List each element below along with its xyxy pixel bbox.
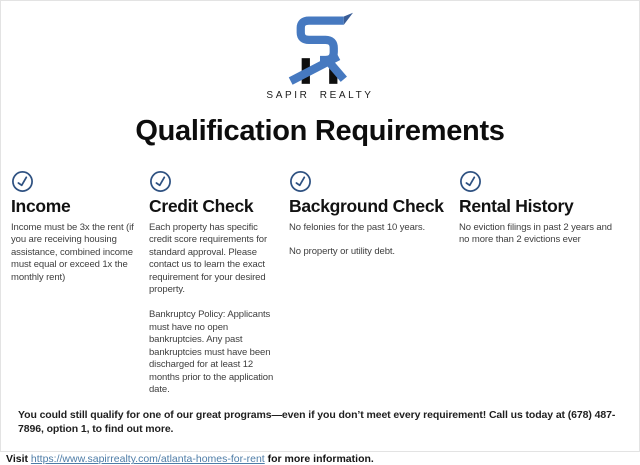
website-link[interactable]: https://www.sapirrealty.com/atlanta-homes-for-rent [30, 453, 265, 465]
requirement-text: Each property has specific credit score requirements for standard approval. Please contact us to learn the exact requirement for your desired property. [149, 221, 268, 296]
check-circle-icon [149, 170, 172, 193]
check-circle-icon [11, 170, 34, 193]
requirement-text: No property or utility debt. [289, 246, 395, 258]
brand-name: SAPIR REALTY [266, 90, 374, 101]
qualify-note: You could still qualify for one of our great programs—even if you don’t meet every requirement! Call us today at (678) 487-7896, option 1, to find out more. [18, 408, 616, 435]
brand-header [1, 1, 639, 101]
visit-suffix: for more information. [267, 453, 374, 465]
requirement-credit-check [149, 170, 289, 409]
requirement-rental-history [459, 170, 631, 259]
requirement-heading: Credit Check [149, 195, 254, 216]
sapir-realty-logo-icon [287, 11, 353, 87]
requirement-text: No felonies for the past 10 years. [289, 221, 426, 233]
page-title: Qualification Requirements [135, 115, 505, 147]
requirement-text: No eviction filings in past 2 years and no more than 2 evictions ever [459, 221, 612, 246]
check-circle-icon [289, 170, 312, 193]
requirement-background-check [289, 170, 459, 271]
requirement-text: Income must be 3x the rent (if you are receiving housing assistance, combined income must equal or exceed 1x the monthly rent) [11, 221, 134, 283]
check-circle-icon [459, 170, 482, 193]
requirement-income [11, 170, 149, 297]
requirement-heading: Background Check [289, 195, 444, 216]
visit-prefix: Visit [6, 453, 28, 465]
requirements-grid [1, 170, 639, 409]
visit-line [6, 453, 639, 465]
requirement-heading: Rental History [459, 195, 574, 216]
requirement-heading: Income [11, 195, 71, 216]
requirement-text: Bankruptcy Policy: Applicants must have no open bankruptcies. Any past bankruptcies must have been discharged for at least 12 months prior to the application date. [149, 308, 274, 396]
